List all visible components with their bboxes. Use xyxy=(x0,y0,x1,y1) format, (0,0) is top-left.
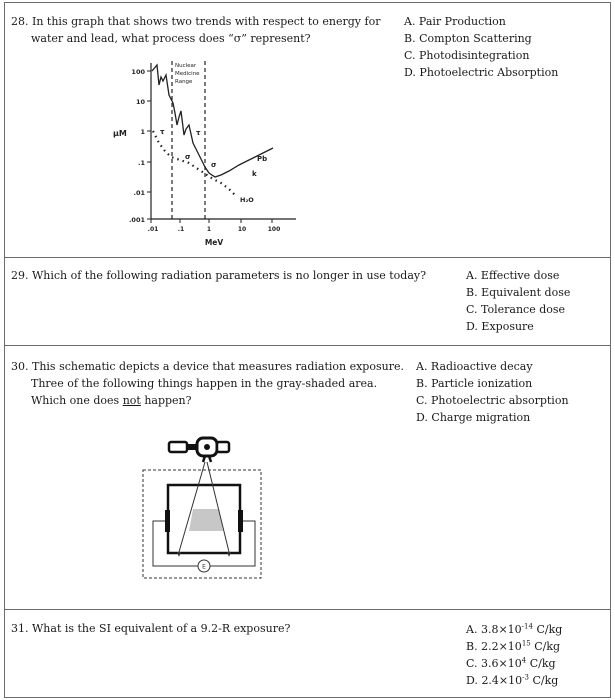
option-31-c-mantissa: 3.6×10 xyxy=(481,657,522,670)
question-28-line2: water and lead, what process does “σ” represent? xyxy=(31,32,311,45)
x-axis-title: MeV xyxy=(204,238,224,247)
option-31-d-mantissa: 2.4×10 xyxy=(481,674,523,687)
pb-label: Pb xyxy=(257,155,268,163)
x-tick-0.1: .1 xyxy=(177,226,185,233)
option-31-d-letter: D. xyxy=(466,674,478,687)
question-30-line3-end: happen? xyxy=(140,394,192,407)
option-31-a-mantissa: 3.8×10 xyxy=(480,623,522,636)
question-28-line1: In this graph that shows two trends with respect to energy for xyxy=(32,15,381,28)
option-30-c[interactable]: C. Photoelectric absorption xyxy=(416,394,569,407)
x-ray-tube-icon xyxy=(169,438,229,462)
option-31-b-mantissa: 2.2×10 xyxy=(481,640,522,653)
x-tick-0.01: .01 xyxy=(147,226,159,233)
y-tick-0.01: .01 xyxy=(133,189,145,197)
option-31-c-unit: C/kg xyxy=(526,657,556,670)
y-tick-100: 100 xyxy=(131,68,145,76)
option-31-b[interactable] xyxy=(466,638,562,655)
option-31-a-unit: C/kg xyxy=(532,623,563,636)
question-29-text: 29. Which of the following radiation parameters is no longer in use today? xyxy=(11,269,426,282)
question-28-text xyxy=(11,13,381,47)
y-tick-0.001: .001 xyxy=(128,216,145,224)
question-31-options xyxy=(466,621,562,689)
gray-shaded-area xyxy=(189,509,223,531)
question-30-options xyxy=(416,358,569,426)
option-28-a[interactable]: A. Pair Production xyxy=(404,15,506,28)
question-30-text xyxy=(11,358,411,409)
option-31-c[interactable] xyxy=(466,655,562,672)
question-28-options xyxy=(404,13,558,81)
option-28-d[interactable]: D. Photoelectric Absorption xyxy=(404,66,559,79)
option-31-d-exponent: -3 xyxy=(522,673,529,682)
option-30-b[interactable]: B. Particle ionization xyxy=(416,377,533,390)
beam-line-left xyxy=(179,462,205,552)
option-28-c[interactable]: C. Photodisintegration xyxy=(404,49,530,62)
option-31-b-exponent: 15 xyxy=(521,639,531,648)
question-30-emphasis: not xyxy=(122,394,141,407)
right-electrode-plate xyxy=(238,510,243,532)
y-axis-title: μM xyxy=(113,129,127,138)
water-curve xyxy=(153,131,237,197)
sigma-label-lead: σ xyxy=(211,161,217,169)
range-label-nuclear: Nuclear xyxy=(175,63,197,69)
y-tick-10: 10 xyxy=(135,98,145,106)
question-30 xyxy=(5,346,610,610)
question-29 xyxy=(5,258,610,346)
water-label: H₂O xyxy=(240,196,254,204)
option-28-b[interactable]: B. Compton Scattering xyxy=(404,32,532,45)
option-30-d[interactable]: D. Charge migration xyxy=(416,411,531,424)
range-label-medicine: Medicine xyxy=(175,71,200,77)
question-30-line3-start: Which one does xyxy=(31,394,123,407)
option-31-a[interactable] xyxy=(466,621,562,638)
tau-label-left: τ xyxy=(160,128,165,136)
left-electrode-plate xyxy=(165,510,170,532)
x-tick-100: 100 xyxy=(267,226,281,233)
option-31-a-letter: A. xyxy=(466,623,478,636)
option-30-a[interactable]: A. Radioactive decay xyxy=(416,360,533,373)
question-31 xyxy=(5,610,610,699)
option-29-a[interactable]: A. Effective dose xyxy=(466,269,560,282)
k-label: k xyxy=(252,170,257,178)
question-30-line3 xyxy=(11,392,411,409)
question-30-line2: Three of the following things happen in the gray-shaded area. xyxy=(31,377,378,390)
beam-line-right xyxy=(207,462,229,552)
x-tick-1: 1 xyxy=(206,226,212,233)
question-31-text: 31. What is the SI equivalent of a 9.2-R exposure? xyxy=(11,622,291,635)
question-28-number: 28. xyxy=(11,15,29,28)
option-31-b-unit: C/kg xyxy=(530,640,561,653)
range-label-range: Range xyxy=(175,79,193,85)
option-31-c-exponent: 4 xyxy=(521,656,527,665)
electrometer-label: E xyxy=(202,563,206,571)
option-29-b[interactable]: B. Equivalent dose xyxy=(466,286,571,299)
option-31-b-letter: B. xyxy=(466,640,478,653)
question-30-line1: 30. This schematic depicts a device that measures radiation exposure. xyxy=(11,360,404,373)
question-29-options xyxy=(466,267,570,335)
y-tick-0.1: .1 xyxy=(138,159,145,167)
question-28 xyxy=(5,3,610,258)
sigma-label-water: σ xyxy=(185,153,191,161)
option-31-a-exponent: -14 xyxy=(521,622,533,631)
attenuation-graph xyxy=(111,55,301,250)
tau-label-right: τ xyxy=(196,129,201,137)
ionization-chamber-schematic xyxy=(141,432,271,582)
y-tick-1: 1 xyxy=(140,128,145,136)
option-31-c-letter: C. xyxy=(466,657,478,670)
option-31-d[interactable] xyxy=(466,672,562,689)
option-29-d[interactable]: D. Exposure xyxy=(466,320,534,333)
option-29-c[interactable]: C. Tolerance dose xyxy=(466,303,566,316)
question-sheet xyxy=(4,2,611,698)
x-tick-10: 10 xyxy=(237,226,247,233)
option-31-d-unit: C/kg xyxy=(528,674,559,687)
